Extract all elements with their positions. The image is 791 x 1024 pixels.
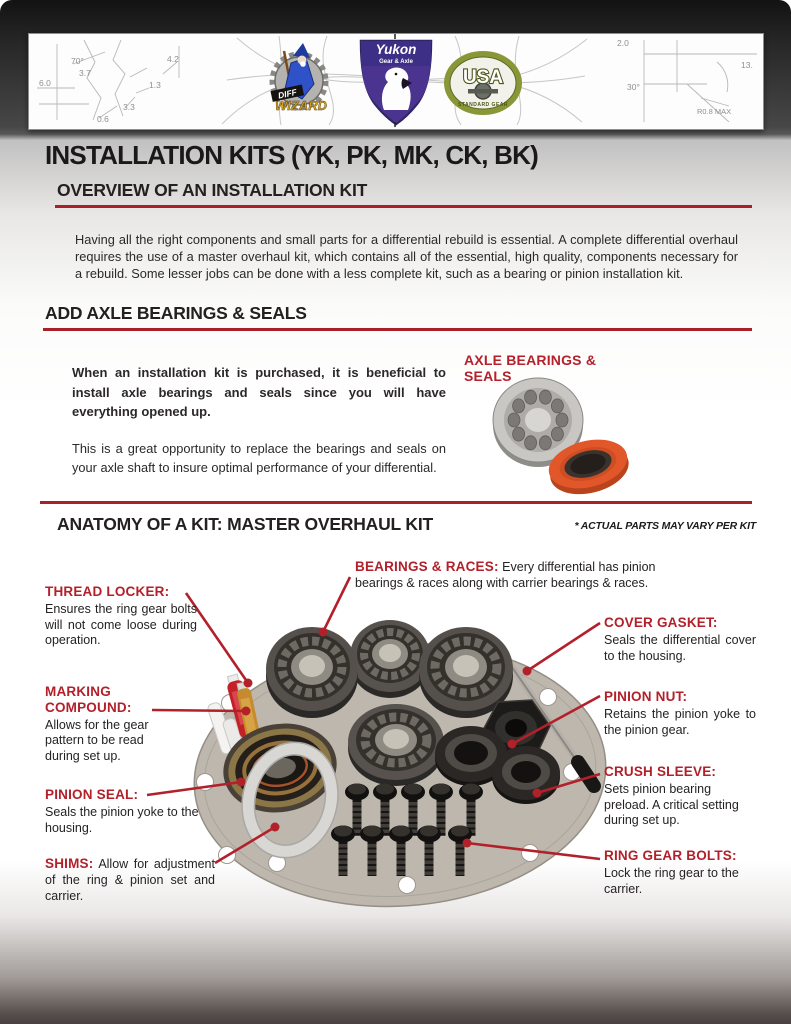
heading-underline [55, 205, 752, 208]
callout-text: Retains the pinion yoke to the pinion gear. [604, 706, 756, 737]
diff-wizard-text-bottom: WIZARD [275, 98, 327, 113]
section-heading-anatomy: ANATOMY OF A KIT: MASTER OVERHAUL KIT [57, 514, 433, 534]
diff-wizard-logo [270, 43, 327, 113]
dim-label: 6.0 [39, 78, 51, 88]
usa-subtext: STANDARD GEAR [457, 102, 509, 108]
callout-title: RING GEAR BOLTS: [604, 848, 737, 863]
usa-text: USA [462, 67, 504, 88]
dim-label: 3.3 [123, 102, 135, 112]
callout-pinion-seal [45, 787, 200, 836]
callout-title: BEARINGS & RACES: [355, 559, 499, 574]
callout-crush-sleeve [604, 764, 756, 829]
callout-bearings-races [355, 559, 700, 592]
callout-text: Allow for adjustment of the ring & pinion set and carrier. [45, 857, 215, 903]
callout-text: Allows for the gear pattern to be read during set up. [45, 717, 149, 764]
yukon-subtext: Gear & Axle [379, 59, 413, 65]
axle-body-paragraph: This is a great opportunity to replace the bearings and seals on your axle shaft to insure optimal performance of your differential. [72, 440, 446, 476]
callout-line-cover-gasket [527, 623, 600, 671]
axle-emphasis-paragraph: When an installation kit is purchased, it is beneficial to install axle bearings and seals since you will have everything opened up. [72, 365, 446, 419]
crush-sleeve-part [492, 746, 560, 804]
dim-label: 13. [741, 60, 753, 70]
callout-text: Seals the differential cover to the housing. [604, 632, 756, 663]
callout-title: PINION NUT: [604, 689, 688, 704]
callout-ring-gear-bolts [604, 848, 756, 897]
callout-cover-gasket [604, 615, 756, 664]
overview-paragraph: Having all the right components and small parts for a differential rebuild is essential. A complete differential overhaul requires the use of a master overhaul kit, which contains all of the essential, high quality, components necessary for a rebuild. Some lesser jobs can be done with a less complete kit, such as a bearing or pinion installation kit. [75, 231, 738, 282]
axle-bearing-seal-image [468, 368, 643, 498]
callout-text: Every differential has pinion bearings & races along with carrier bearings & races. [355, 560, 656, 590]
callout-title: THREAD LOCKER: [45, 584, 170, 599]
callout-title: PINION SEAL: [45, 787, 139, 802]
section-divider [40, 501, 752, 504]
callout-line-bearings-races [323, 577, 350, 632]
header-banner [28, 33, 764, 130]
callout-title: MARKING COMPOUND: [45, 684, 132, 715]
callout-text: Sets pinion bearing preload. A critical setting during set up. [604, 781, 739, 828]
callout-pinion-nut [604, 689, 756, 738]
section-heading-overview: OVERVIEW OF AN INSTALLATION KIT [57, 180, 368, 200]
anatomy-disclaimer: * ACTUAL PARTS MAY VARY PER KIT [574, 520, 756, 532]
dim-label: 30° [627, 82, 640, 92]
callout-shims [45, 856, 215, 904]
kit-illustration [185, 620, 614, 920]
section-heading-axle: ADD AXLE BEARINGS & SEALS [45, 303, 307, 323]
axle-image-label: AXLE BEARINGS & SEALS [464, 352, 597, 384]
callout-text: Seals the pinion yoke to the housing. [45, 804, 199, 835]
heading-underline [43, 328, 752, 331]
callout-text: Lock the ring gear to the carrier. [604, 865, 739, 896]
dim-label: 1.3 [149, 80, 161, 90]
callout-text: Ensures the ring gear bolts will not come loose during operation. [45, 601, 197, 648]
dim-label: 3.7 [79, 68, 91, 78]
callout-title: COVER GASKET: [604, 615, 718, 630]
dim-labels-left [39, 54, 179, 124]
callout-marking-compound [45, 684, 170, 765]
dim-label: 2.0 [617, 38, 629, 48]
page-title: INSTALLATION KITS (YK, PK, MK, CK, BK) [45, 140, 538, 170]
dim-label: 70° [71, 56, 84, 66]
callout-title: SHIMS: [45, 856, 94, 871]
callout-title: CRUSH SLEEVE: [604, 764, 717, 779]
yukon-text: Yukon [375, 42, 417, 57]
bearing-part-1 [266, 627, 358, 718]
yukon-gear-axle-logo [361, 41, 431, 124]
callout-thread-locker [45, 584, 197, 649]
bearing-part-4 [348, 704, 444, 786]
banner-graphic [29, 34, 761, 127]
dim-label: 4.2 [167, 54, 179, 64]
diff-wizard-text-top: DIFF [277, 86, 298, 101]
dim-label: 0.6 [97, 114, 109, 124]
dim-label: R0.8 MAX [697, 107, 732, 116]
dim-labels-right [617, 38, 753, 116]
bearing-part-2 [350, 620, 430, 698]
usa-standard-gear-logo [447, 54, 519, 112]
